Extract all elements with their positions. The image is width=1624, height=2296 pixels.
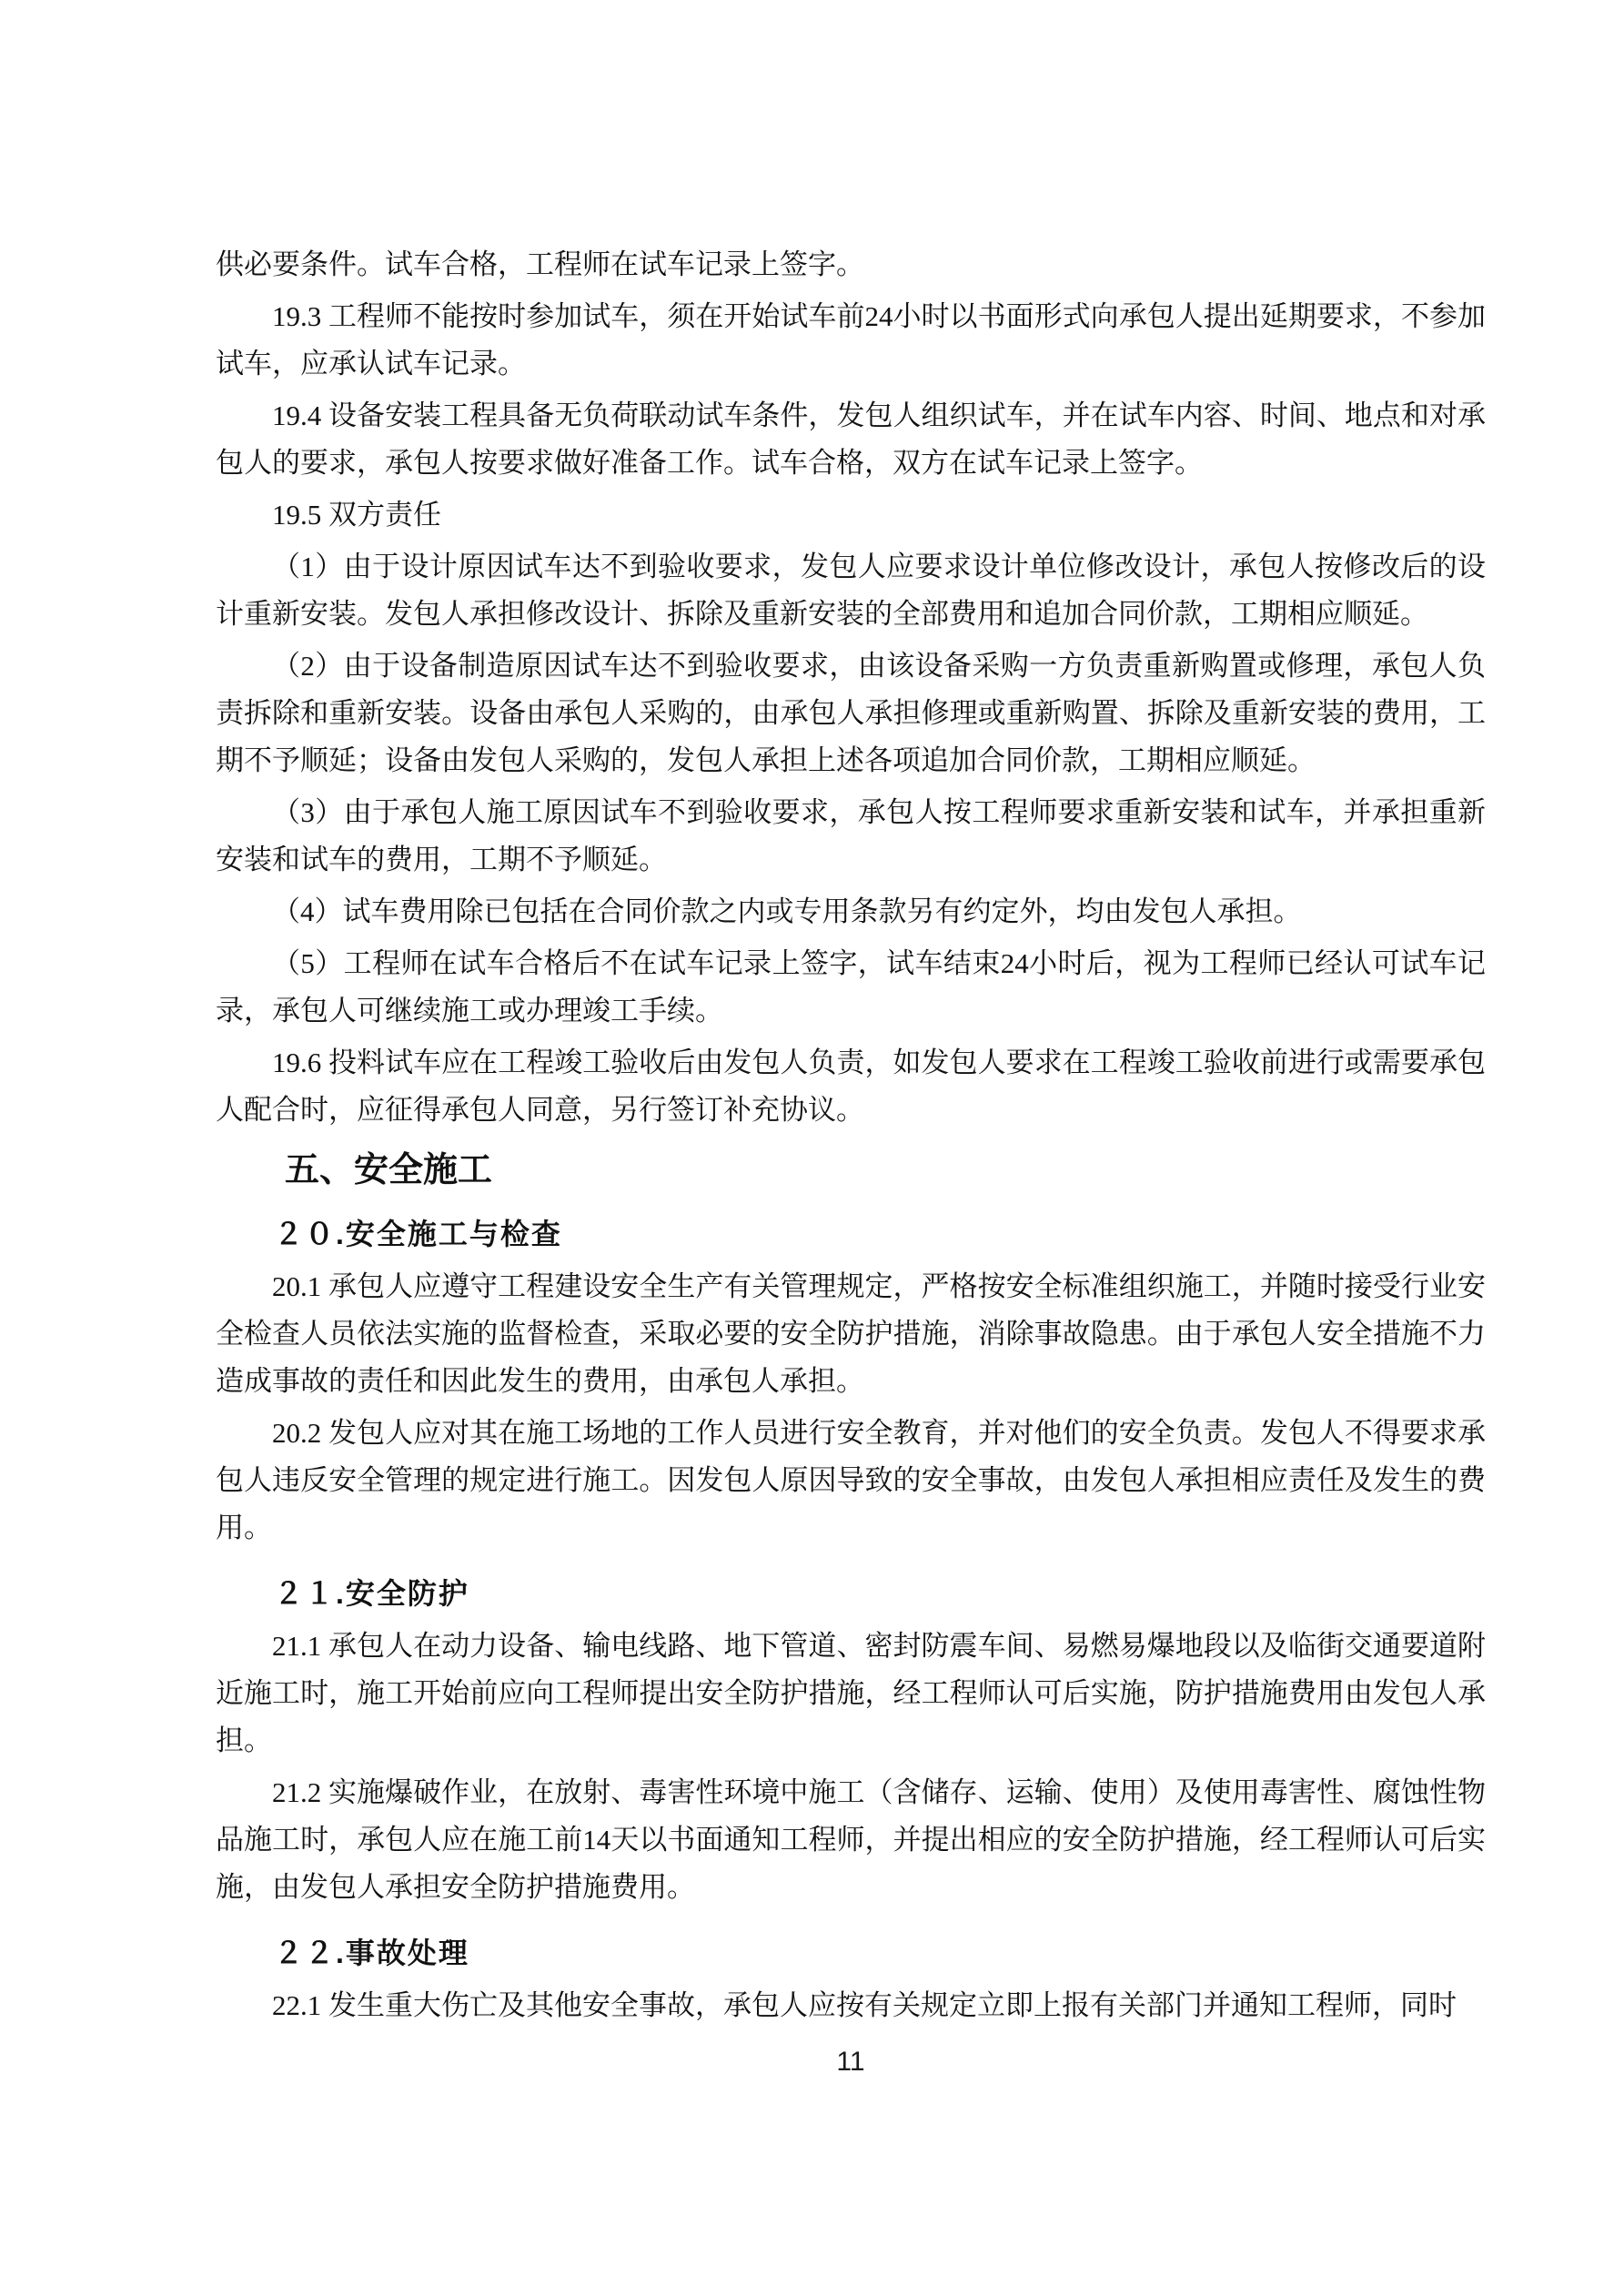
clause-20-heading: ２０.安全施工与检查 [274,1218,562,1250]
clause-21-1-paragraph: 21.1 承包人在动力设备、输电线路、地下管道、密封防震车间、易燃易爆地段以及临街交通要道附近施工时，施工开始前应向工程师提出安全防护措施，经工程师认可后实施，防护措施费用由发包人承担。 [216,1630,1486,1756]
clause-22-heading: ２２.事故处理 [274,1937,469,1969]
clause-19-5-item-4-paragraph: （4）试车费用除已包括在合同价款之内或专用条款另有约定外，均由发包人承担。 [272,895,1302,927]
clause-19-5-item-2-paragraph: （2）由于设备制造原因试车达不到验收要求，由该设备采购一方负责重新购置或修理，承包人负责拆除和重新安装。设备由承包人采购的，由承包人承担修理或重新购置、拆除及重新安装的费用，工期不予顺延；设备由发包人采购的，发包人承担上述各项追加合同价款，工期相应顺延。 [216,650,1486,776]
clause-19-4-paragraph: 19.4 设备安装工程具备无负荷联动试车条件，发包人组织试车，并在试车内容、时间、地点和对承包人的要求，承包人按要求做好准备工作。试车合格，双方在试车记录上签字。 [216,400,1486,479]
clause-20-1-paragraph: 20.1 承包人应遵守工程建设安全生产有关管理规定，严格按安全标准组织施工，并随时接受行业安全检查人员依法实施的监督检查，采取必要的安全防护措施，消除事故隐患。由于承包人安全措施不力造成事故的责任和因此发生的费用，由承包人承担。 [216,1270,1486,1397]
clause-19-5-item-3-paragraph: （3）由于承包人施工原因试车不到验收要求，承包人按工程师要求重新安装和试车，并承担重新安装和试车的费用，工期不予顺延。 [216,796,1486,875]
page-number: 11 [836,2047,865,2077]
section-5-heading: 五、安全施工 [285,1151,493,1189]
clause-19-5-paragraph: 19.5 双方责任 [272,499,441,531]
clause-19-5-item-1-paragraph: （1）由于设计原因试车达不到验收要求，发包人应要求设计单位修改设计，承包人按修改后的设计重新安装。发包人承担修改设计、拆除及重新安装的全部费用和追加合同价款，工期相应顺延。 [216,551,1486,630]
clause-19-5-item-5-paragraph: （5）工程师在试车合格后不在试车记录上签字，试车结束24小时后，视为工程师已经认可试车记录，承包人可继续施工或办理竣工手续。 [216,947,1486,1027]
clause-20-2-paragraph: 20.2 发包人应对其在施工场地的工作人员进行安全教育，并对他们的安全负责。发包人不得要求承包人违反安全管理的规定进行施工。因发包人原因导致的安全事故，由发包人承担相应责任及发生的费用。 [216,1417,1486,1543]
clause-21-heading: ２１.安全防护 [274,1577,469,1610]
clause-22-1-paragraph: 22.1 发生重大伤亡及其他安全事故，承包人应按有关规定立即上报有关部门并通知工程师，同时 [272,1989,1457,2021]
clause-19-2-continuation-paragraph: 供必要条件。试车合格，工程师在试车记录上签字。 [216,248,864,280]
clause-19-6-paragraph: 19.6 投料试车应在工程竣工验收后由发包人负责，如发包人要求在工程竣工验收前进行或需要承包人配合时，应征得承包人同意，另行签订补充协议。 [216,1047,1486,1126]
clause-19-3-paragraph: 19.3 工程师不能按时参加试车，须在开始试车前24小时以书面形式向承包人提出延期要求，不参加试车，应承认试车记录。 [216,300,1486,379]
clause-21-2-paragraph: 21.2 实施爆破作业，在放射、毒害性环境中施工（含储存、运输、使用）及使用毒害性、腐蚀性物品施工时，承包人应在施工前14天以书面通知工程师，并提出相应的安全防护措施，经工程师认可后实施，由发包人承担安全防护措施费用。 [216,1776,1486,1903]
